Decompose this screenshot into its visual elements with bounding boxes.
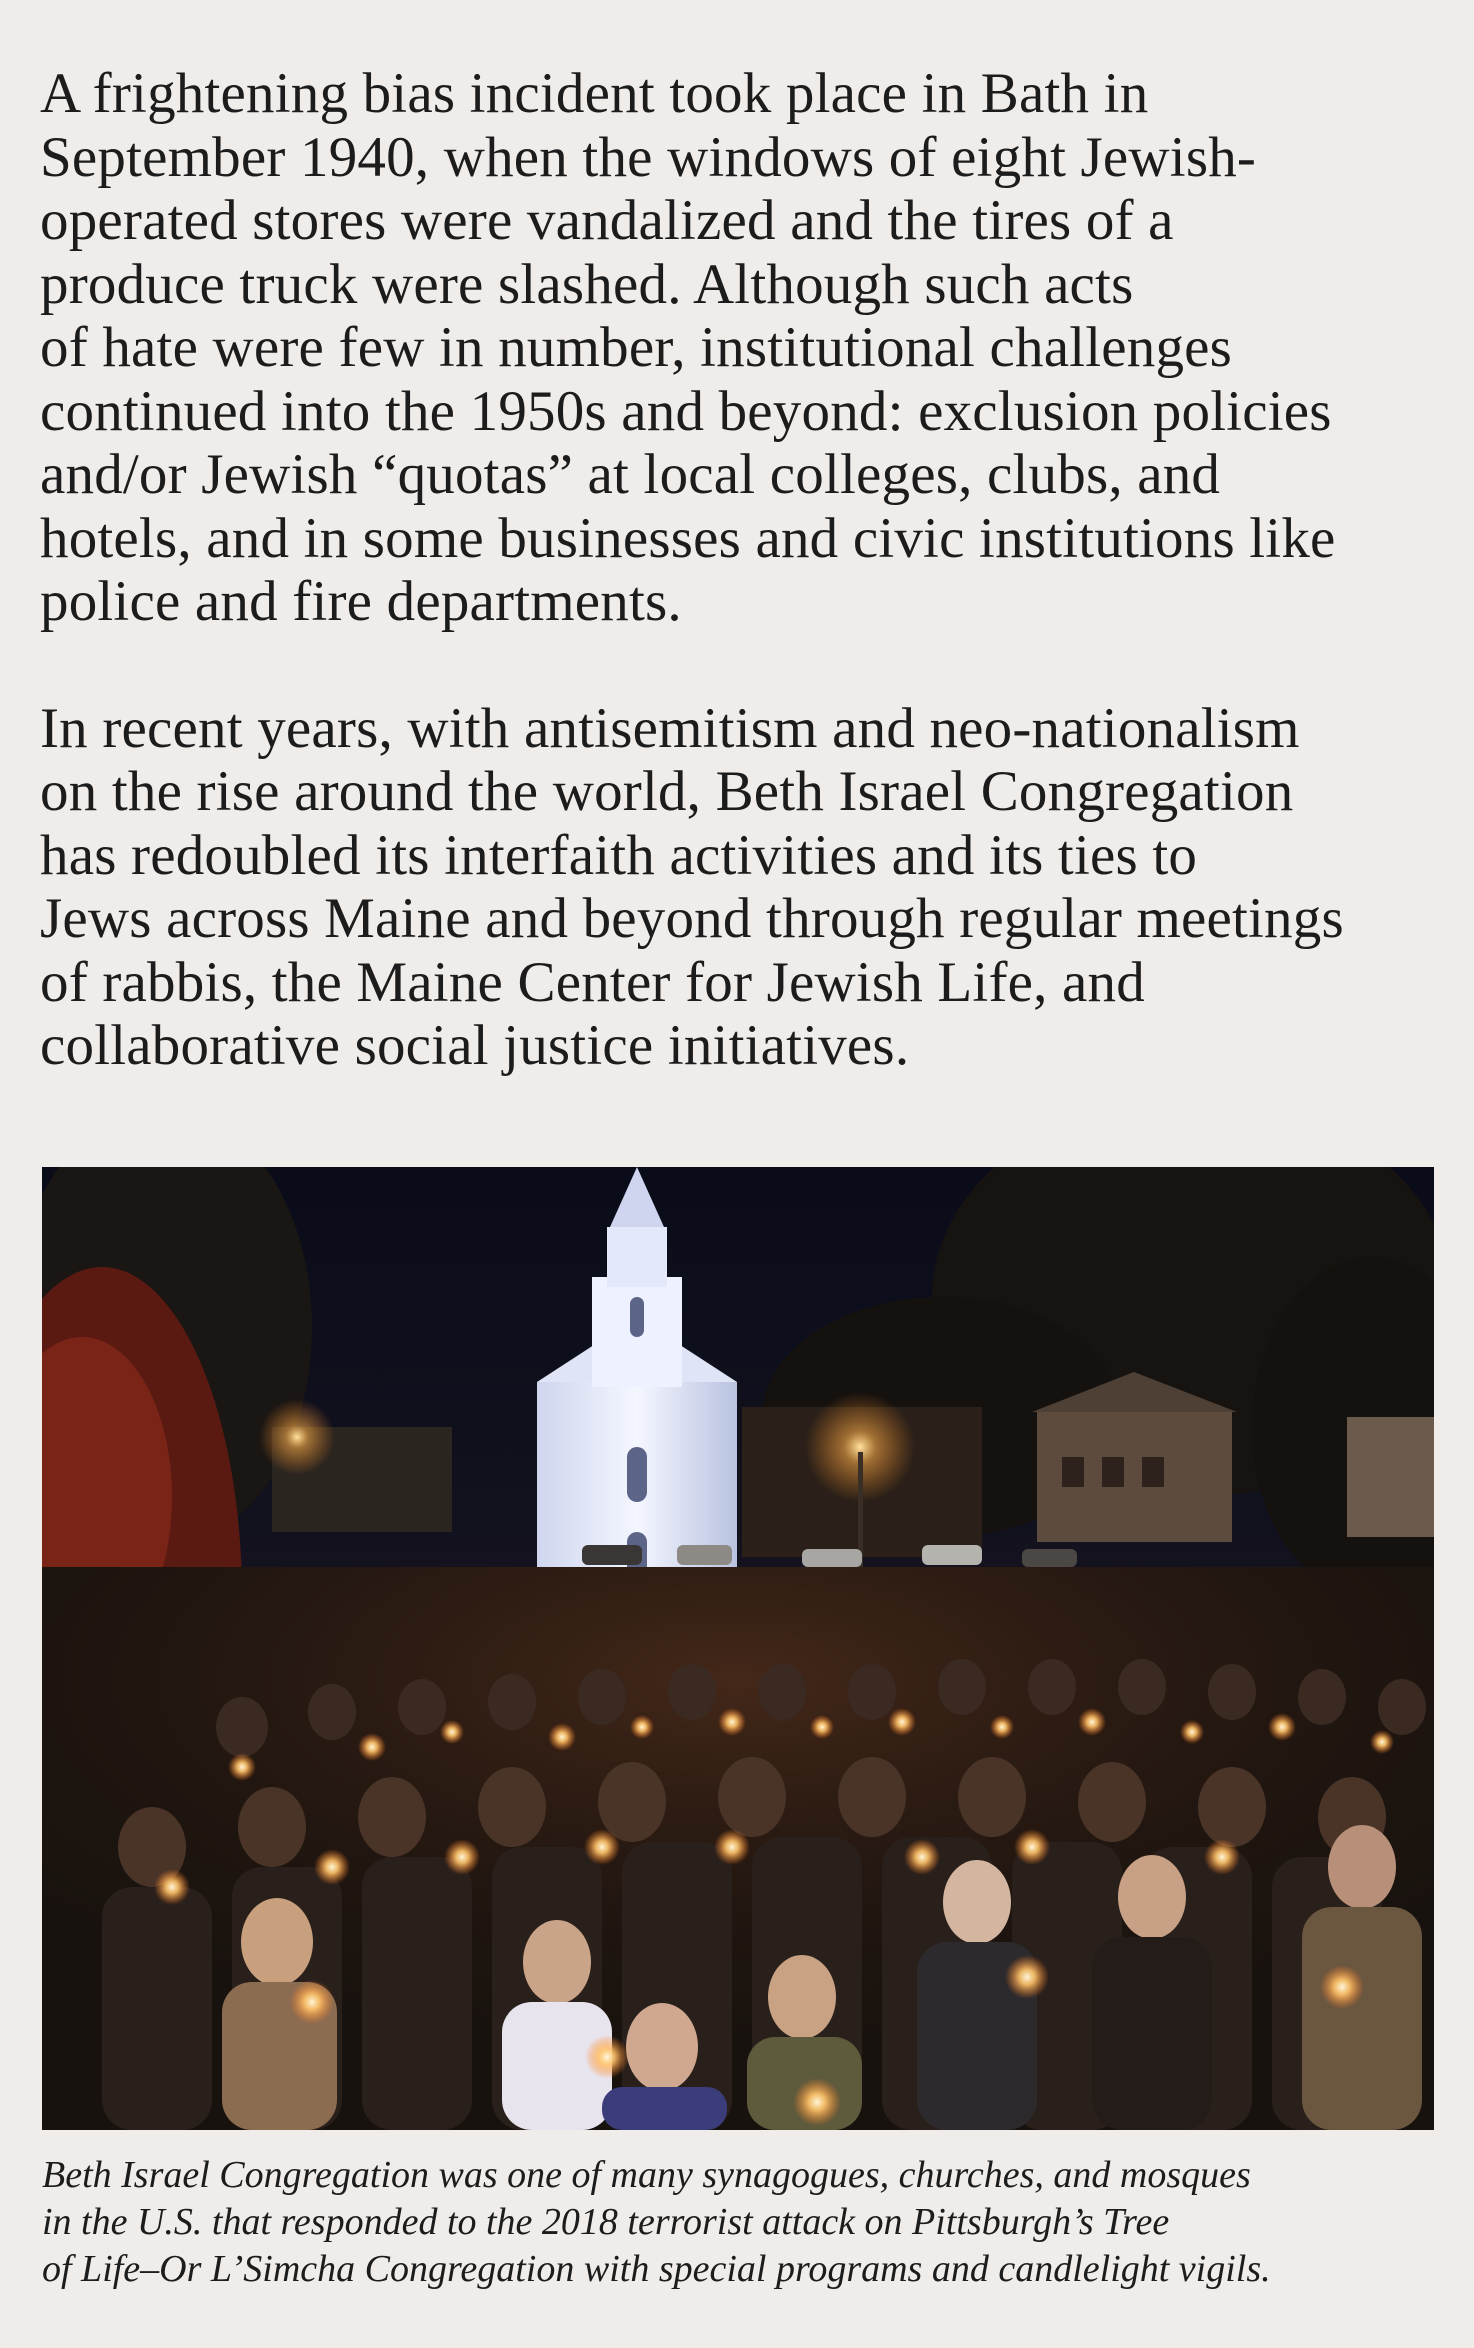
caption-line: in the U.S. that responded to the 2018 terrorist attack on Pittsburgh’s Tree <box>42 2201 1170 2243</box>
paragraph-spacer <box>40 634 1440 697</box>
paragraph-line: has redoubled its interfaith activities and its ties to <box>40 823 1198 887</box>
paragraph-line: and/or Jewish “quotas” at local colleges, clubs, and <box>40 443 1221 506</box>
paragraph-line: police and fire departments. <box>40 570 682 633</box>
caption-line: Beth Israel Congregation was one of many synagogues, churches, and mosques <box>42 2154 1251 2196</box>
article-body <box>40 62 1440 1078</box>
paragraph-bias-incident <box>40 62 1440 634</box>
paragraph-line: Jews across Maine and beyond through regular meetings <box>40 887 1344 950</box>
paragraph-line: collaborative social justice initiatives. <box>40 1014 910 1077</box>
paragraph-line: continued into the 1950s and beyond: exclusion policies <box>40 379 1332 443</box>
paragraph-line: In recent years, with antisemitism and neo-nationalism <box>40 696 1300 760</box>
photo-caption <box>42 2152 1462 2293</box>
paragraph-line: operated stores were vandalized and the tires of a <box>40 189 1174 252</box>
paragraph-line: September 1940, when the windows of eight Jewish- <box>40 125 1257 189</box>
paragraph-line: of hate were few in number, institutional challenges <box>40 316 1233 379</box>
paragraph-line: produce truck were slashed. Although such acts <box>40 252 1134 316</box>
paragraph-recent-years <box>40 697 1440 1078</box>
caption-line: of Life–Or L’Simcha Congregation with special programs and candlelight vigils. <box>42 2248 1271 2290</box>
paragraph-line: hotels, and in some businesses and civic institutions like <box>40 506 1336 570</box>
candlelight-vigil-photo <box>42 1167 1434 2130</box>
paragraph-line: of rabbis, the Maine Center for Jewish Life, and <box>40 950 1145 1014</box>
paragraph-line: on the rise around the world, Beth Israel Congregation <box>40 760 1294 823</box>
paragraph-line: A frightening bias incident took place in Bath in <box>40 62 1149 125</box>
vigil-photo-illustration <box>42 1167 1434 2130</box>
